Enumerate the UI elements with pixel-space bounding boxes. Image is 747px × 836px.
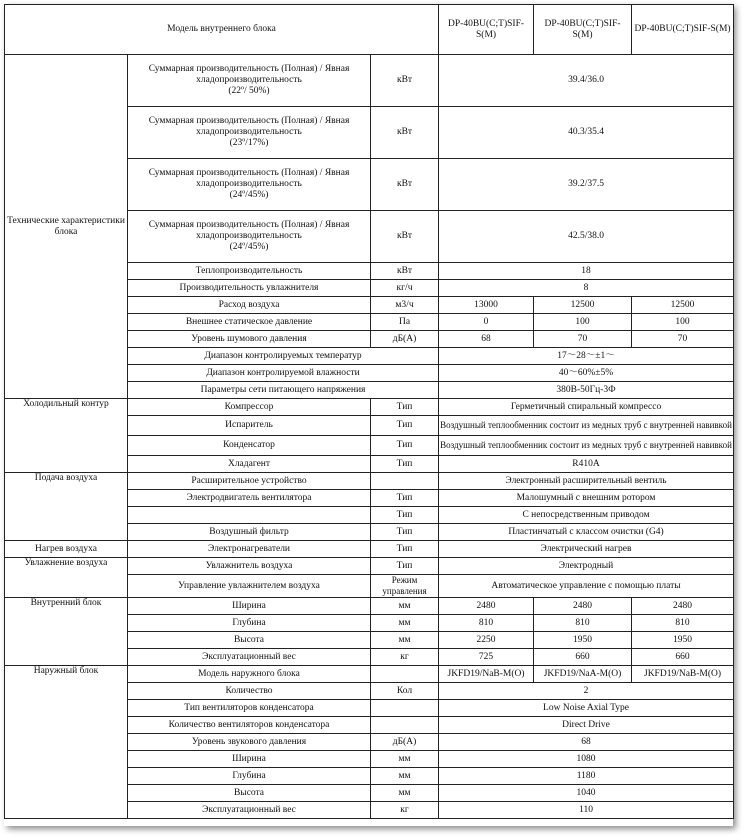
row-label: Воздушный фильтр bbox=[128, 524, 371, 541]
row-label: Управление увлажнителем воздуха bbox=[128, 575, 371, 598]
row-label: Внешнее статическое давление bbox=[128, 314, 371, 331]
group-heating: Нагрев воздуха bbox=[5, 541, 128, 558]
group-indoor: Внутренний блок bbox=[5, 598, 128, 666]
row-label: Количество bbox=[128, 683, 371, 700]
table-row bbox=[5, 598, 734, 615]
value-cell: 17～28～±1～ bbox=[439, 348, 734, 365]
capacity-label: Суммарная производительность (Полная) / Явная хладопроизводительность (22º/ 50%) bbox=[128, 55, 371, 107]
value-cell: 2 bbox=[439, 683, 734, 700]
row-label: Глубина bbox=[128, 768, 371, 785]
value-cell: 1180 bbox=[439, 768, 734, 785]
unit-cell: Тип bbox=[371, 399, 439, 416]
value-cell: Direct Drive bbox=[439, 717, 734, 734]
row-label: Ширина bbox=[128, 598, 371, 615]
unit-cell: мм bbox=[371, 615, 439, 632]
value-cell: 380В-50Гц-3Ф bbox=[439, 382, 734, 399]
row-label: Увлажнитель воздуха bbox=[128, 558, 371, 575]
unit-cell: Тип bbox=[371, 490, 439, 507]
row-label: Хладагент bbox=[128, 456, 371, 473]
value-cell: 0 bbox=[439, 314, 534, 331]
unit-cell: кВт bbox=[371, 263, 439, 280]
row-label: Количество вентиляторов конденсатора bbox=[128, 717, 371, 734]
value-cell: 2480 bbox=[632, 598, 734, 615]
row-label: Диапазон контролируемых температур bbox=[128, 348, 439, 365]
table-row bbox=[5, 399, 734, 416]
unit-cell: мм bbox=[371, 751, 439, 768]
value-cell: 1950 bbox=[534, 632, 632, 649]
row-label: Модель наружного блока bbox=[128, 666, 371, 683]
value-cell: 2480 bbox=[439, 598, 534, 615]
value-cell: 68 bbox=[439, 331, 534, 348]
value-cell: 2480 bbox=[534, 598, 632, 615]
model-header-1: DP-40BU(C;T)SIF-S(M) bbox=[439, 5, 534, 55]
capacity-label: Суммарная производительность (Полная) / Явная хладопроизводительность (24º/45%) bbox=[128, 211, 371, 263]
model-header-3: DP-40BU(C;T)SIF-S(M) bbox=[632, 5, 734, 55]
row-label: Уровень шумового давления bbox=[128, 331, 371, 348]
row-label: Компрессор bbox=[128, 399, 371, 416]
value-cell: 42.5/38.0 bbox=[439, 211, 734, 263]
row-label: Высота bbox=[128, 785, 371, 802]
unit-cell: кг bbox=[371, 802, 439, 819]
table-row bbox=[5, 558, 734, 575]
table-row bbox=[5, 541, 734, 558]
value-cell: 810 bbox=[439, 615, 534, 632]
value-cell: 810 bbox=[534, 615, 632, 632]
model-label: Модель внутреннего блока bbox=[5, 5, 439, 55]
unit-cell: Тип bbox=[371, 507, 439, 524]
value-cell: 70 bbox=[632, 331, 734, 348]
row-label: Конденсатор bbox=[128, 436, 371, 456]
value-cell: 110 bbox=[439, 802, 734, 819]
value-cell: R410A bbox=[439, 456, 734, 473]
unit-cell: Тип bbox=[371, 558, 439, 575]
value-cell: Воздушный теплообменник состоит из медных труб с внутренней навивкой bbox=[439, 416, 734, 436]
group-air-supply: Подача воздуха bbox=[5, 473, 128, 541]
unit-cell: кВт bbox=[371, 211, 439, 263]
row-label: Испаритель bbox=[128, 416, 371, 436]
value-cell: Воздушный теплообменник состоит из медных труб с внутренней навивкой bbox=[439, 436, 734, 456]
value-cell: Электрический нагрев bbox=[439, 541, 734, 558]
unit-cell: Тип bbox=[371, 416, 439, 436]
value-cell: С непосредственным приводом bbox=[439, 507, 734, 524]
value-cell: 39.2/37.5 bbox=[439, 159, 734, 211]
unit-cell: кВт bbox=[371, 55, 439, 107]
unit-cell: мм bbox=[371, 768, 439, 785]
value-cell: 18 bbox=[439, 263, 734, 280]
row-label: Уровень звукового давления bbox=[128, 734, 371, 751]
value-cell: Автоматическое управление с помощью платы bbox=[439, 575, 734, 598]
spec-sheet bbox=[4, 4, 733, 826]
row-label: Расширительное устройство bbox=[128, 473, 371, 490]
value-cell: 70 bbox=[534, 331, 632, 348]
unit-cell: кг bbox=[371, 649, 439, 666]
unit-cell: кг/ч bbox=[371, 280, 439, 297]
unit-cell: дБ(А) bbox=[371, 734, 439, 751]
value-cell: Low Noise Axial Type bbox=[439, 700, 734, 717]
row-label: Производительность увлажнителя bbox=[128, 280, 371, 297]
unit-cell bbox=[371, 666, 439, 683]
value-cell: 2250 bbox=[439, 632, 534, 649]
unit-cell: мм bbox=[371, 632, 439, 649]
value-cell: Электродный bbox=[439, 558, 734, 575]
row-label: Электронагреватели bbox=[128, 541, 371, 558]
row-label: Эксплуатационный вес bbox=[128, 649, 371, 666]
table-row bbox=[5, 666, 734, 683]
group-humid: Увлажнение воздуха bbox=[5, 558, 128, 598]
unit-cell bbox=[371, 700, 439, 717]
unit-cell: Тип bbox=[371, 541, 439, 558]
value-cell: 660 bbox=[534, 649, 632, 666]
unit-cell: Тип bbox=[371, 456, 439, 473]
capacity-label: Суммарная производительность (Полная) / Явная хладопроизводительность (24º/45%) bbox=[128, 159, 371, 211]
row-label: Диапазон контролируемой влажности bbox=[128, 365, 439, 382]
value-cell: 1950 bbox=[632, 632, 734, 649]
value-cell: 810 bbox=[632, 615, 734, 632]
unit-cell: мм bbox=[371, 598, 439, 615]
unit-cell bbox=[371, 717, 439, 734]
row-label: Глубина bbox=[128, 615, 371, 632]
unit-cell: м3/ч bbox=[371, 297, 439, 314]
value-cell: 40～60%±5% bbox=[439, 365, 734, 382]
group-tech: Технические характеристики блока bbox=[5, 55, 128, 399]
value-cell: 1080 bbox=[439, 751, 734, 768]
value-cell: 100 bbox=[534, 314, 632, 331]
header-row bbox=[5, 5, 734, 55]
row-label: Ширина bbox=[128, 751, 371, 768]
value-cell: Малошумный с внешним ротором bbox=[439, 490, 734, 507]
value-cell: 40.3/35.4 bbox=[439, 107, 734, 159]
value-cell: 13000 bbox=[439, 297, 534, 314]
table-row bbox=[5, 55, 734, 107]
model-header-2: DP-40BU(C;T)SIF-S(M) bbox=[534, 5, 632, 55]
row-label: Параметры сети питающего напряжения bbox=[128, 382, 439, 399]
unit-cell: Тип bbox=[371, 524, 439, 541]
value-cell: 12500 bbox=[534, 297, 632, 314]
capacity-label: Суммарная производительность (Полная) / Явная хладопроизводительность (23º/17%) bbox=[128, 107, 371, 159]
value-cell: JKFD19/NaB-M(O) bbox=[439, 666, 534, 683]
value-cell: 1040 bbox=[439, 785, 734, 802]
value-cell: 100 bbox=[632, 314, 734, 331]
row-label: Тип вентиляторов конденсатора bbox=[128, 700, 371, 717]
value-cell: 68 bbox=[439, 734, 734, 751]
unit-cell: мм bbox=[371, 785, 439, 802]
value-cell: 725 bbox=[439, 649, 534, 666]
row-label: Электродвигатель вентилятора bbox=[128, 490, 371, 507]
unit-cell: Па bbox=[371, 314, 439, 331]
unit-cell: Кол bbox=[371, 683, 439, 700]
group-refrig: Холодильный контур bbox=[5, 399, 128, 473]
value-cell: Герметичный спиральный компрессо bbox=[439, 399, 734, 416]
value-cell: 12500 bbox=[632, 297, 734, 314]
value-cell: JKFD19/NaA-M(O) bbox=[534, 666, 632, 683]
row-label bbox=[128, 507, 371, 524]
value-cell: Электронный расширительный вентиль bbox=[439, 473, 734, 490]
row-label: Высота bbox=[128, 632, 371, 649]
unit-cell: Тип bbox=[371, 436, 439, 456]
value-cell: 39.4/36.0 bbox=[439, 55, 734, 107]
group-outdoor: Наружный блок bbox=[5, 666, 128, 819]
value-cell: 660 bbox=[632, 649, 734, 666]
row-label: Теплопроизводительность bbox=[128, 263, 371, 280]
value-cell: Пластинчатый с классом очистки (G4) bbox=[439, 524, 734, 541]
unit-cell: Режим управления bbox=[371, 575, 439, 598]
unit-cell: кВт bbox=[371, 107, 439, 159]
unit-cell: дБ(А) bbox=[371, 331, 439, 348]
row-label: Эксплуатационный вес bbox=[128, 802, 371, 819]
unit-cell: кВт bbox=[371, 159, 439, 211]
row-label: Расход воздуха bbox=[128, 297, 371, 314]
unit-cell bbox=[371, 473, 439, 490]
spec-table bbox=[4, 4, 734, 819]
value-cell: JKFD19/NaB-M(O) bbox=[632, 666, 734, 683]
value-cell: 8 bbox=[439, 280, 734, 297]
table-row bbox=[5, 473, 734, 490]
